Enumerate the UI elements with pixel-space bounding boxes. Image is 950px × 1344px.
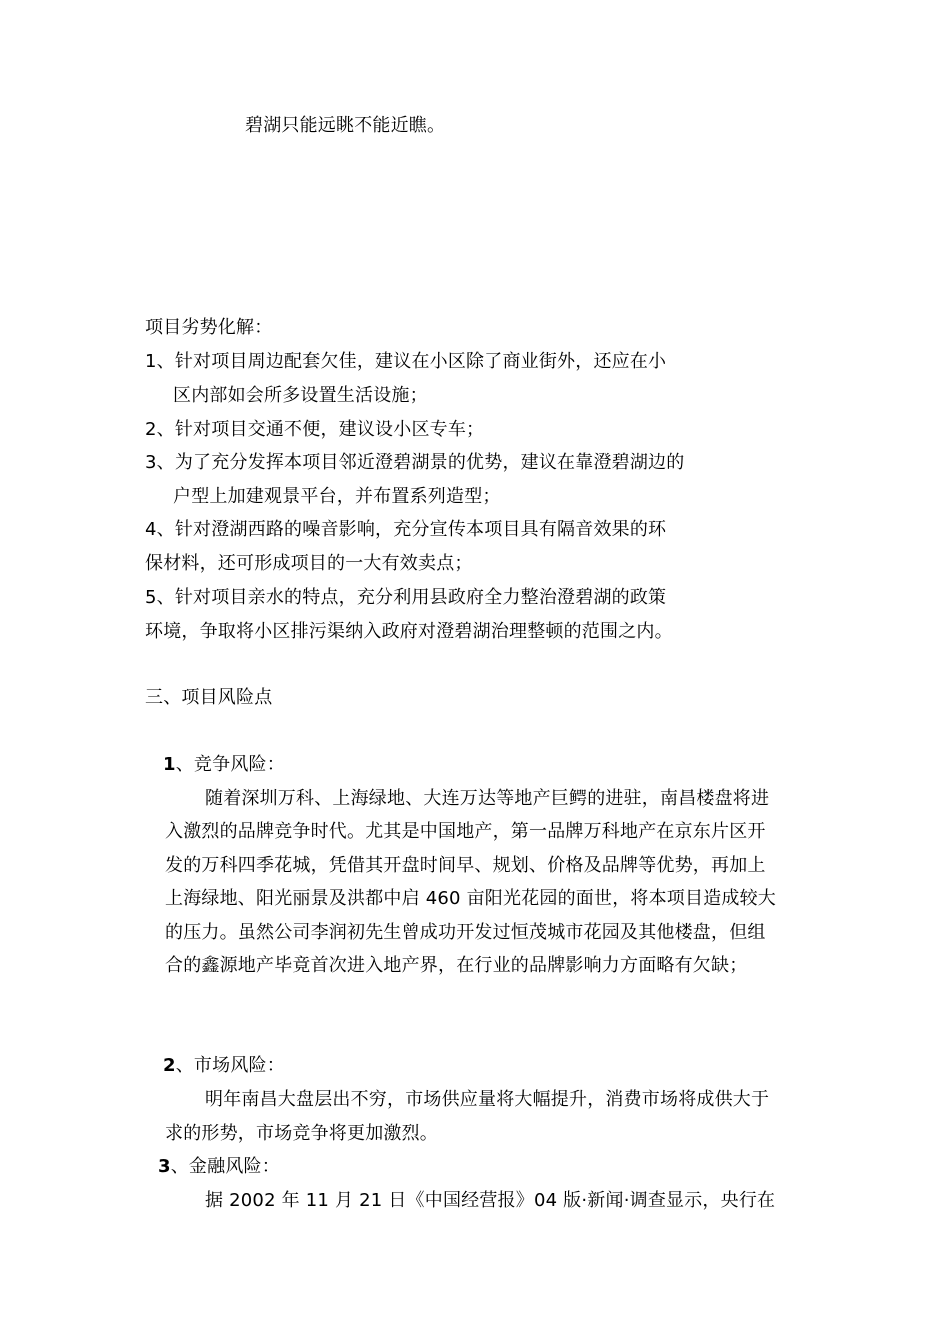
risk-paragraph-line: 求的形势，市场竞争将更加激烈。 bbox=[165, 1123, 438, 1144]
risk-title bbox=[163, 753, 285, 777]
weakness-line: 保材料，还可形成项目的一大有效卖点； bbox=[145, 553, 473, 574]
weakness-line: 4、针对澄湖西路的噪音影响，充分宣传本项目具有隔音效果的环 bbox=[145, 519, 667, 540]
weakness-line: 环境，争取将小区排污渠纳入政府对澄碧湖治理整顿的范围之内。 bbox=[145, 621, 673, 642]
weakness-line: 1、针对项目周边配套欠佳，建议在小区除了商业街外，还应在小 bbox=[145, 351, 667, 372]
risk-paragraph-line: 据 2002 年 11 月 21 日《中国经营报》04 版·新闻·调查显示，央行在 bbox=[205, 1190, 776, 1211]
risk-title-text: 、金融风险： bbox=[170, 1156, 280, 1177]
risk-number: 1 bbox=[163, 754, 176, 775]
risk-title-text: 、竞争风险： bbox=[175, 754, 285, 775]
risk-paragraph-line: 发的万科四季花城，凭借其开盘时间早、规划、价格及品牌等优势，再加上 bbox=[165, 855, 766, 876]
weakness-heading: 项目劣势化解： bbox=[145, 317, 273, 338]
risk-paragraph-line: 上海绿地、阳光丽景及洪都中启 460 亩阳光花园的面世，将本项目造成较大 bbox=[165, 888, 776, 909]
weakness-line: 户型上加建观景平台，并布置系列造型； bbox=[173, 486, 501, 507]
weakness-line: 区内部如会所多设置生活设施； bbox=[173, 385, 428, 406]
risk-paragraph-line: 随着深圳万科、上海绿地、大连万达等地产巨鳄的进驻，南昌楼盘将进 bbox=[205, 788, 770, 809]
weakness-line: 2、针对项目交通不便，建议设小区专车； bbox=[145, 419, 485, 440]
risk-title-text: 、市场风险： bbox=[175, 1055, 285, 1076]
risk-title bbox=[163, 1054, 285, 1078]
weakness-line: 5、针对项目亲水的特点，充分利用县政府全力整治澄碧湖的政策 bbox=[145, 587, 667, 608]
risk-title bbox=[158, 1155, 280, 1179]
carryover-line: 碧湖只能远眺不能近瞧。 bbox=[245, 115, 446, 136]
risk-paragraph-line: 明年南昌大盘层出不穷，市场供应量将大幅提升，消费市场将成供大于 bbox=[205, 1089, 770, 1110]
risk-paragraph-line: 入激烈的品牌竞争时代。尤其是中国地产，第一品牌万科地产在京东片区开 bbox=[165, 821, 766, 842]
risk-paragraph-line: 的压力。虽然公司李润初先生曾成功开发过恒茂城市花园及其他楼盘，但组 bbox=[165, 922, 766, 943]
risk-number: 3 bbox=[158, 1156, 171, 1177]
risk-number: 2 bbox=[163, 1055, 176, 1076]
risk-paragraph-line: 合的鑫源地产毕竟首次进入地产界，在行业的品牌影响力方面略有欠缺； bbox=[165, 955, 748, 976]
section-heading: 三、项目风险点 bbox=[145, 687, 273, 708]
weakness-line: 3、为了充分发挥本项目邻近澄碧湖景的优势，建议在靠澄碧湖边的 bbox=[145, 452, 685, 473]
